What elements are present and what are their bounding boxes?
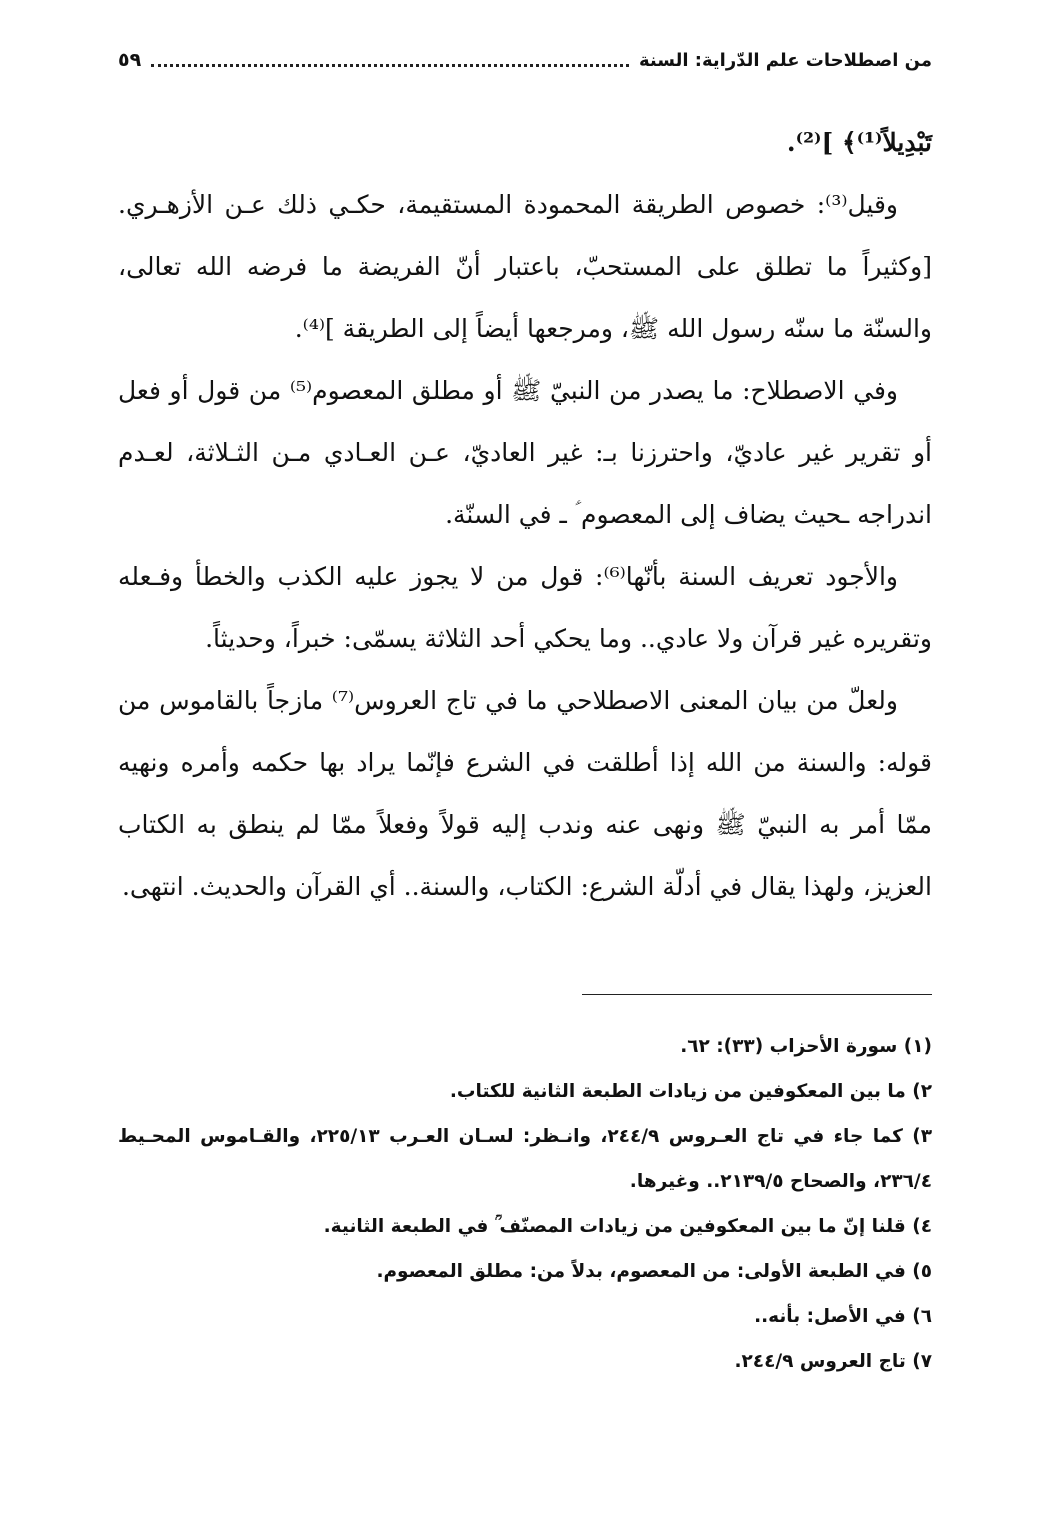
footnote-5: ٥) في الطبعة الأولى: من المعصوم، بدلاً من: مطلق المعصوم. xyxy=(376,1261,932,1282)
footnote-separator xyxy=(582,994,932,995)
body-text xyxy=(118,112,932,918)
dot-leader xyxy=(151,54,629,67)
footnote-3: ٣) كما جاء في تاج العـروس ٢٤٤/٩، وانـظر: لسـان العـرب ٢٢٥/١٣، والقـاموس المحـيط ٢٣٦/٤، والصحاح ٢١٣٩/٥.. وغيرها. xyxy=(118,1126,932,1192)
paragraph-0: تَبْدِيلاً⁽¹⁾﴾ ]⁽²⁾. xyxy=(786,128,932,157)
footnote-2: ٢) ما بين المعكوفين من زيادات الطبعة الثانية للكتاب. xyxy=(449,1081,932,1102)
paragraph-1: وقيل⁽³⁾: خصوص الطريقة المحمودة المستقيمة، حكـي ذلك عـن الأزهـري. [وكثيراً ما تطلق على المستحبّ، باعتبار أنّ الفريضة ما فرضه الله تعالى، والسنّة ما سنّه رسول الله ﷺ، ومرجعها أيضاً إلى الطريقة ]⁽⁴⁾. xyxy=(118,190,932,343)
footnote-1: (١) سورة الأحزاب (٣٣): ٦٢. xyxy=(680,1036,932,1057)
footnotes xyxy=(118,1024,932,1384)
paragraph-3: والأجود تعريف السنة بأنّها⁽⁶⁾: قول من لا يجوز عليه الكذب والخطأ وفـعله وتقريره غير قرآن ولا عادي.. وما يحكي أحد الثلاثة يسمّى: خبراً، وحديثاً. xyxy=(118,562,932,653)
page-number: ٥٩ xyxy=(118,49,142,71)
running-title: من اصطلاحات علم الدّراية: السنة xyxy=(639,49,932,71)
paragraph-2: وفي الاصطلاح: ما يصدر من النبيّ ﷺ أو مطلق المعصوم⁽⁵⁾ من قول أو فعل أو تقرير غير عاديّ، واحترزنا بـ: غير العاديّ، عـن العـادي مـن الثـلاثة، لعـدم اندراجه ـحيث يضاف إلى المعصوم ؑ ـ في السنّة. xyxy=(118,376,932,529)
footnote-7: ٧) تاج العروس ٢٤٤/٩. xyxy=(734,1351,932,1372)
running-header xyxy=(118,40,932,80)
footnote-6: ٦) في الأصل: بأنه.. xyxy=(754,1306,932,1327)
paragraph-4: ولعلّ من بيان المعنى الاصطلاحي ما في تاج العروس⁽⁷⁾ مازجاً بالقاموس من قوله: والسنة من الله إذا أطلقت في الشرع فإنّما يراد بها حكمه وأمره ونهيه ممّا أمر به النبيّ ﷺ ونهى عنه وندب إليه قولاً وفعلاً ممّا لم ينطق به الكتاب العزيز، ولهذا يقال في أدلّة الشرع: الكتاب، والسنة.. أي القرآن والحديث. انتهى. xyxy=(118,686,932,901)
footnote-4: ٤) قلنا إنّ ما بين المعكوفين من زيادات المصنّف ؒ في الطبعة الثانية. xyxy=(323,1216,932,1237)
